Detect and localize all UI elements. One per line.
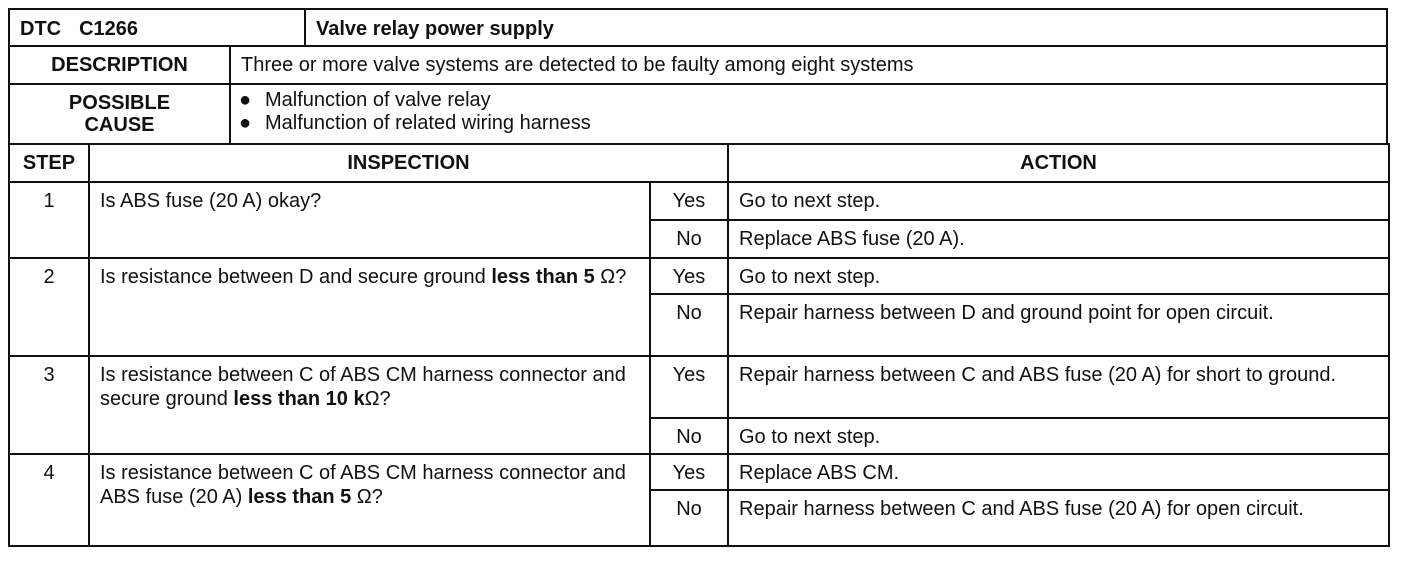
- inspection-text: [89, 258, 650, 356]
- step-number: 2: [9, 258, 89, 356]
- description-row: [8, 45, 1388, 83]
- dtc-title: Valve relay power supply: [316, 18, 554, 40]
- yes-action: Go to next step.: [728, 182, 1389, 220]
- inspection-bold: less than 10 k: [233, 388, 365, 410]
- possible-cause-label-line1: POSSIBLE: [68, 92, 171, 114]
- table-row: [9, 356, 1389, 418]
- col-action: ACTION: [728, 144, 1389, 182]
- cause-item: [239, 112, 591, 135]
- yes-label: Yes: [650, 182, 728, 220]
- cause-item: [239, 89, 591, 112]
- dtc-sheet: [8, 8, 1388, 547]
- inspection-suffix: Ω?: [364, 388, 391, 410]
- table-header-row: [9, 144, 1389, 182]
- no-label: No: [650, 220, 728, 258]
- no-label: No: [650, 418, 728, 454]
- col-inspection: INSPECTION: [89, 144, 728, 182]
- yes-action: Repair harness between C and ABS fuse (20 A) for short to ground.: [728, 356, 1389, 418]
- cause-item-text: Malfunction of related wiring harness: [265, 112, 591, 134]
- inspection-text: [89, 182, 650, 258]
- yes-label: Yes: [650, 454, 728, 490]
- no-action: Repair harness between D and ground point for open circuit.: [728, 294, 1389, 356]
- yes-label: Yes: [650, 356, 728, 418]
- inspection-plain: Is resistance between D and secure ground: [100, 266, 492, 288]
- bullet-icon: ●: [239, 112, 252, 134]
- possible-cause-label: [10, 85, 231, 143]
- inspection-bold: less than 5: [491, 266, 601, 288]
- yes-action: Go to next step.: [728, 258, 1389, 294]
- step-number: 3: [9, 356, 89, 454]
- inspection-plain: Is resistance between C of ABS CM harness connector and ABS fuse (20 A): [100, 462, 626, 508]
- dtc-label: DTC: [20, 18, 62, 40]
- no-action: Replace ABS fuse (20 A).: [728, 220, 1389, 258]
- possible-cause-row: [8, 83, 1388, 143]
- yes-label: Yes: [650, 258, 728, 294]
- description-label: DESCRIPTION: [10, 47, 231, 83]
- description-text: Three or more valve systems are detected to be faulty among eight systems: [241, 54, 914, 76]
- possible-cause-list: [231, 85, 599, 143]
- step-number: 1: [9, 182, 89, 258]
- inspection-plain: Is ABS fuse (20 A) okay?: [100, 190, 322, 212]
- dtc-code: C1266: [79, 18, 139, 40]
- cause-item-text: Malfunction of valve relay: [265, 89, 491, 111]
- col-step: STEP: [9, 144, 89, 182]
- dtc-code-cell: [10, 10, 306, 45]
- no-action: Go to next step.: [728, 418, 1389, 454]
- dtc-header-row: [8, 8, 1388, 45]
- inspection-suffix: Ω?: [600, 266, 627, 288]
- inspection-plain: Is resistance between C of ABS CM harness connector and secure ground: [100, 364, 626, 410]
- possible-cause-label-line2: CAUSE: [84, 114, 155, 136]
- inspection-text: [89, 454, 650, 546]
- table-row: [9, 454, 1389, 490]
- table-row: [9, 258, 1389, 294]
- yes-action: Replace ABS CM.: [728, 454, 1389, 490]
- inspection-suffix: Ω?: [356, 486, 383, 508]
- no-label: No: [650, 294, 728, 356]
- no-action: Repair harness between C and ABS fuse (20 A) for open circuit.: [728, 490, 1389, 546]
- table-row: [9, 182, 1389, 220]
- inspection-table: [8, 143, 1390, 547]
- inspection-bold: less than 5: [247, 486, 357, 508]
- step-number: 4: [9, 454, 89, 546]
- inspection-text: [89, 356, 650, 454]
- no-label: No: [650, 490, 728, 546]
- bullet-icon: ●: [239, 89, 252, 111]
